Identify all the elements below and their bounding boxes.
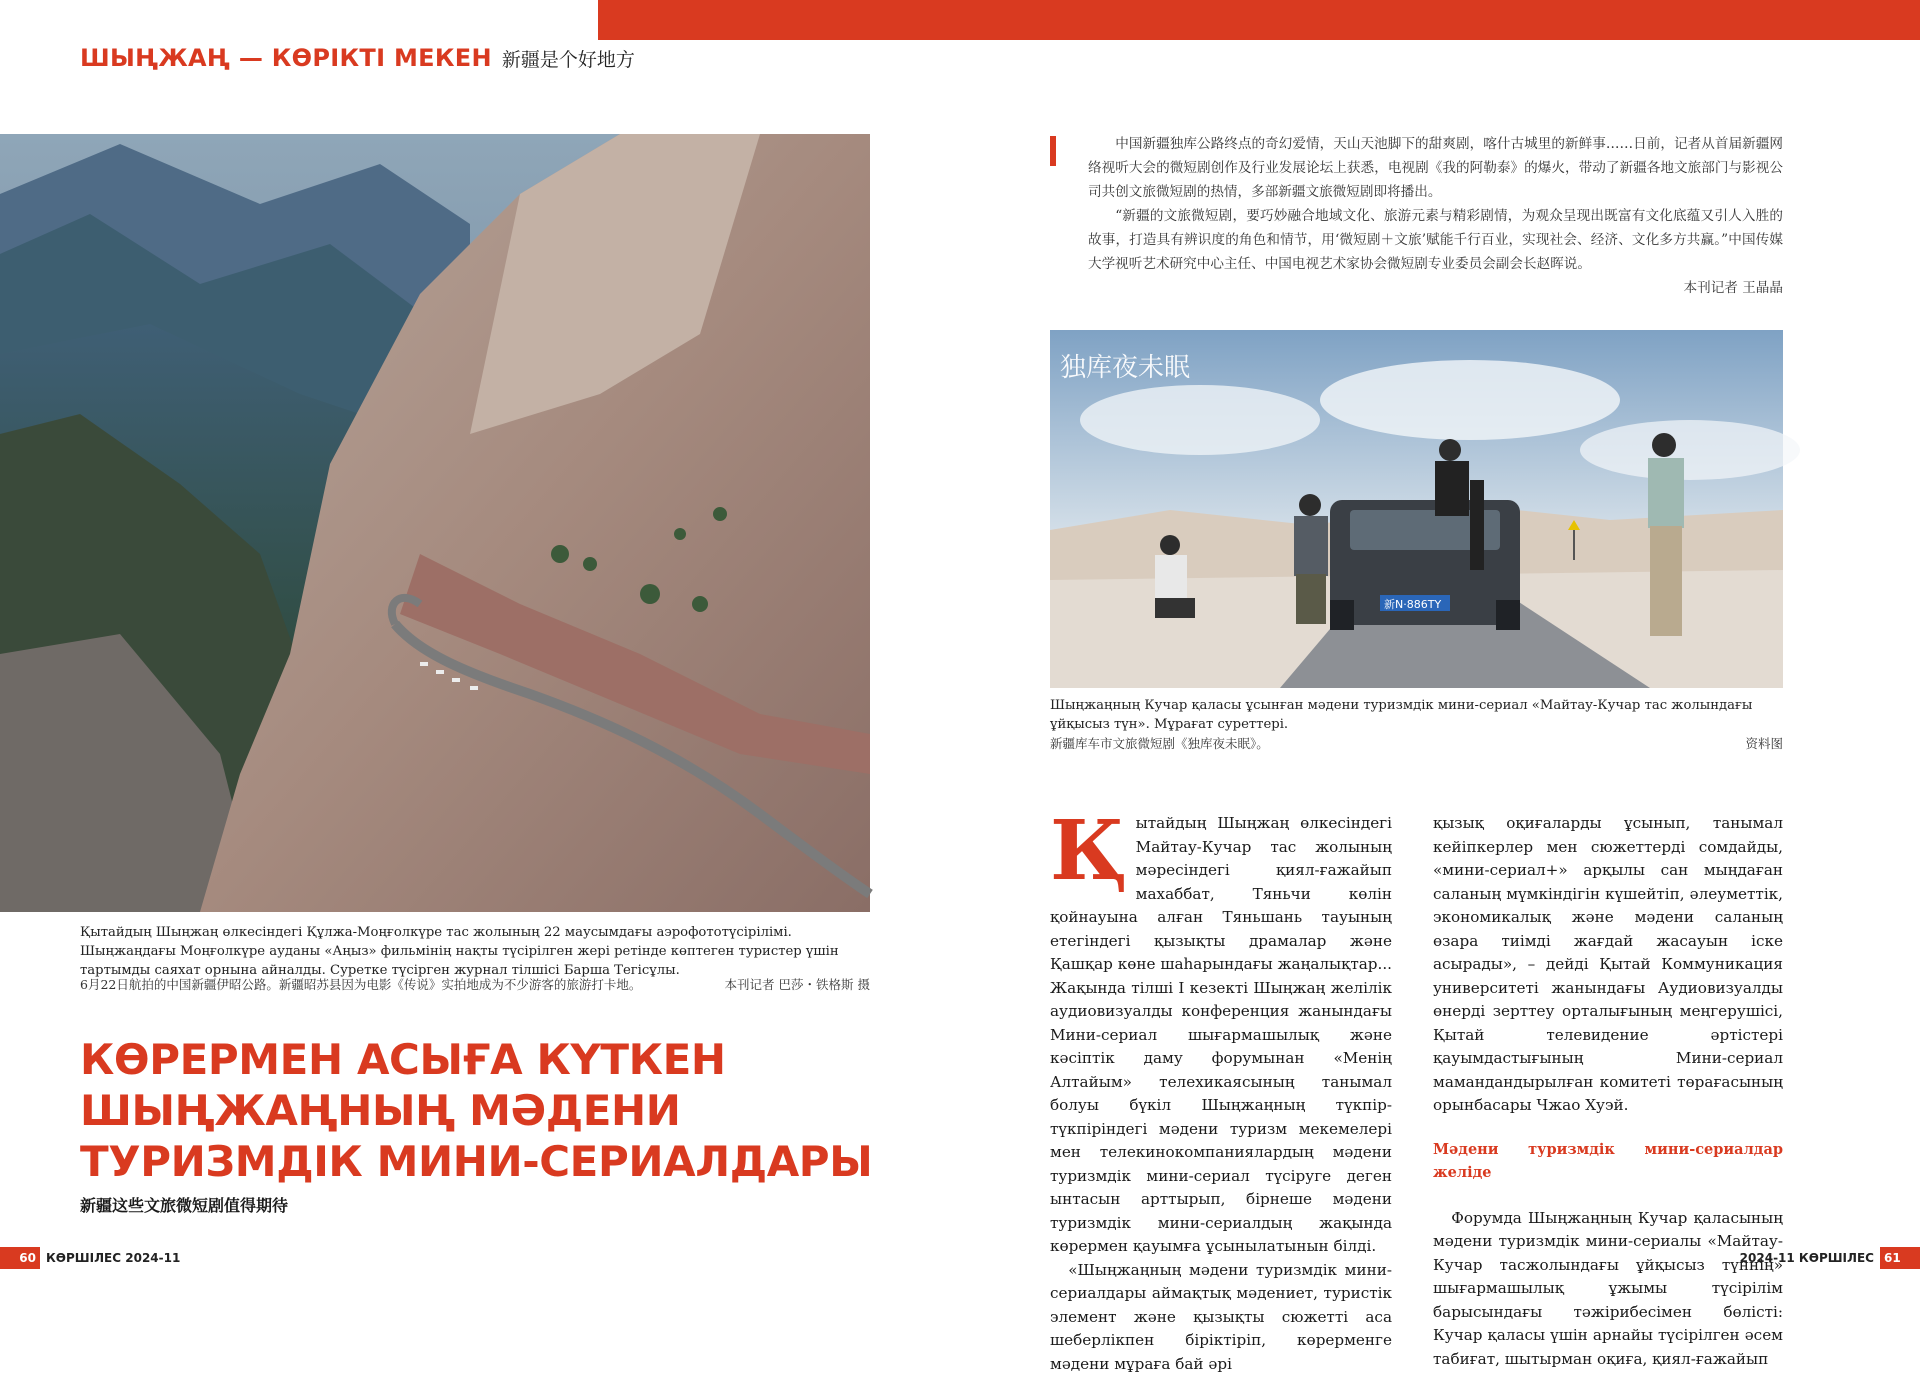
title-line-1: КӨРЕРМЕН АСЫҒА КҮТКЕН [80, 1034, 870, 1085]
mountain-road-photo [0, 134, 870, 912]
right-photo-caption-cn [1050, 734, 1783, 752]
left-caption-cn-text: 6月22日航拍的中国新疆伊昭公路。新疆昭苏县因为电影《传说》实拍地成为不少游客的旅游打卡地。 [80, 975, 641, 993]
license-plate: 新N·886TY [1384, 598, 1441, 611]
cn-byline: 本刊记者 王晶晶 [1088, 276, 1783, 300]
right-photo-credit: 资料图 [1745, 734, 1783, 752]
section-title-cn: 新疆是个好地方 [502, 45, 635, 72]
chinese-intro [1088, 132, 1783, 300]
body-subheading: Мәдени туризмдік мини-сериалдар желіде [1433, 1138, 1783, 1185]
cn-intro-paragraph-2: “新疆的文旅微短剧，要巧妙融合地域文化、旅游元素与精彩剧情，为观众呈现出既富有文化底蕴又引人入胜的故事，打造具有辨识度的角色和情节，用‘微短剧＋文旅’赋能千行百业，实现社会、经济、文化多方共赢。”中国传媒大学视听艺术研究中心主任、中国电视艺术家协会微短剧专业委员会副会长赵晖说。 [1088, 204, 1783, 276]
section-header [80, 44, 635, 86]
left-page-number: 60 [0, 1247, 40, 1269]
intro-accent-bar [1050, 136, 1056, 166]
left-photo-caption-cn [80, 975, 870, 993]
body-paragraph-2: «Шыңжаңның мәдени туризмдік мини-сериалдары аймақтық мәдениет, туристік элемент және қызықты сюжетті аса шеберлікпен біріктіріп, көрерменге мәдени мұраға бай әрі [1050, 1259, 1392, 1376]
drop-cap: Қ [1050, 816, 1128, 888]
right-page-number: 61 [1880, 1247, 1920, 1269]
cn-intro-paragraph-1: 中国新疆独库公路终点的奇幻爱情，天山天池脚下的甜爽剧，喀什古城里的新鲜事……日前，记者从首届新疆网络视听大会的微短剧创作及行业发展论坛上获悉，电视剧《我的阿勒泰》的爆火，带动了新疆各地文旅部门与影视公司共创文旅微短剧的热情，多部新疆文旅微短剧即将播出。 [1088, 132, 1783, 204]
body-paragraph-1-text: ытайдың Шыңжаң өлкесіндегі Майтау-Кучар тас жолының мәресіндегі қиял-ғажайып махаббат, Тяньчи көлін қойнауына алған Тяньшань тауының етегіндегі қызықты драмалар және Қашқар көне шаһарындағы жаңалықтар... Жақында тілші І кезекті Шыңжаң желілік аудиовизуалды конференция жанындағы Мини-сериал шығармашылық және кәсіптік даму форумынан «Менің Алтайым» телехикаясының танымал болуы бүкіл Шыңжаңның түкпір-түкпіріндегі мәдени туризм мекемелері мен телекинокомпаниялардың мәдени туризмдік мини-сериал түсіруге деген ынтасын арттырып, бірнеше мәдени туризмдік мини-сериалдың жақында көрермен қауымға ұсынылатынын білді. [1050, 814, 1392, 1255]
body-paragraph-4: Форумда Шыңжаңның Кучар қаласының мәдени туризмдік мини-сериалы «Майтау-Кучар тасжолындағы ұйқысыз түннің» шығармашылық ұжымы түсірілім барысындағы тәжірибесімен бөлісті: Кучар қаласы үшін арнайы түсірілген әсем табиғат, шытырман оқиға, қиял-ғажайып [1433, 1207, 1783, 1372]
title-line-2: ШЫҢЖАҢНЫҢ МӘДЕНИ [80, 1085, 870, 1136]
body-column-1 [1050, 812, 1392, 1376]
poster-title: 独库夜未眠 [1060, 353, 1190, 383]
body-column-2 [1433, 812, 1783, 1371]
left-photo-caption: Қытайдың Шыңжаң өлкесіндегі Құлжа-Моңғолкүре тас жолының 22 маусымдағы аэрофототүсірілімі. Шыңжаңдағы Моңғолкүре ауданы «Аңыз» фильмінің нақты түсірілген жері ретінде көптеген туристер үшін тартымды саяхат орнына айналды. Суретке түсірген журнал тілшісі Барша Тегісұлы. [80, 923, 870, 980]
body-paragraph-3: қызық оқиғаларды ұсынып, танымал кейіпкерлер мен сюжеттерді сомдайды, «мини-сериал+» арқылы сан мыңдаған саланың мүмкіндігін күшейтіп, әлеуметтік, экономикалық және мәдени саланың өзара тиімді жағдай жасауын іске асырады», – дейді Қытай Коммуникация университеті жанындағы Аудиовизуалды өнерді зерттеу орталығының меңгерушісі, Қытай телевидение әртістері қауымдастығының Мини-сериал мамандандырылған комитеті төрағасының орынбасары Чжао Хуэй. [1433, 812, 1783, 1118]
section-title-kz: ШЫҢЖАҢ — КӨРІКТІ МЕКЕН [80, 44, 492, 72]
top-accent-bar [598, 0, 1920, 40]
body-paragraph-1 [1050, 812, 1392, 1259]
left-photo-credit: 本刊记者 巴莎・铁格斯 摄 [725, 975, 870, 993]
right-footer [1740, 1245, 1920, 1271]
right-caption-cn-text: 新疆库车市文旅微短剧《独库夜未眠》。 [1050, 734, 1269, 752]
title-line-3: ТУРИЗМДІК МИНИ-СЕРИАЛДАРЫ [80, 1136, 870, 1187]
left-footer-label: КӨРШІЛЕС 2024-11 [46, 1251, 180, 1265]
article-title [80, 1034, 870, 1187]
right-footer-label: 2024-11 КӨРШІЛЕС [1740, 1251, 1874, 1265]
left-footer [0, 1245, 210, 1271]
cast-photo [1050, 330, 1783, 688]
article-subtitle-cn: 新疆这些文旅微短剧值得期待 [80, 1193, 288, 1216]
right-photo-caption: Шыңжаңның Кучар қаласы ұсынған мәдени туризмдік мини-сериал «Майтау-Кучар тас жолындағы ұйқысыз түн». Мұрағат суреттері. [1050, 696, 1783, 734]
